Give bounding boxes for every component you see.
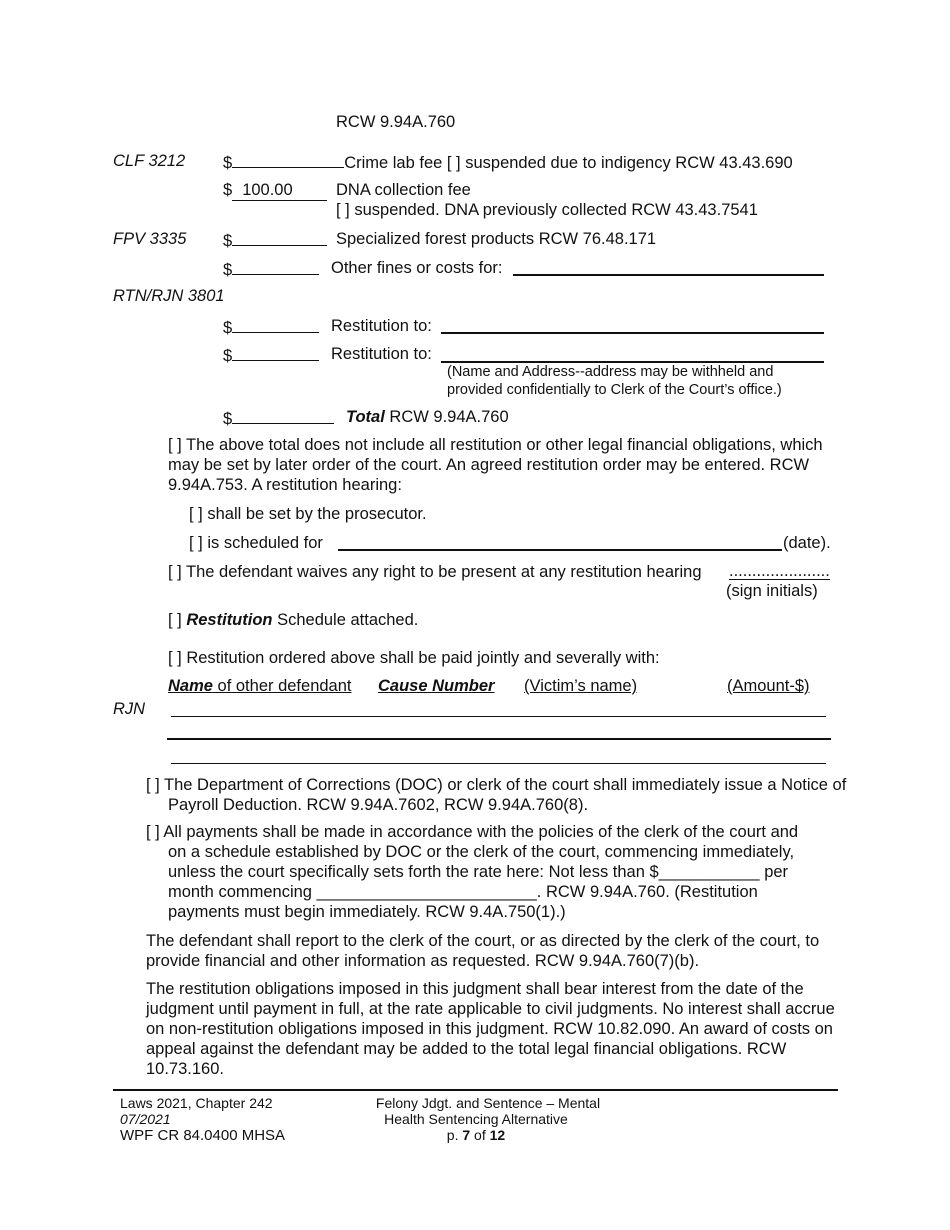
restitution2-label: Restitution to: [331,345,432,363]
schedule-attached-text: Schedule attached. [272,611,419,629]
date-label: (date). [783,534,831,552]
interest-paragraph: The restitution obligations imposed in this judgment shall bear interest from the date of the judgment until payment in full, at the rate applicable to civil judgments. No interest shall accrue on non-restitution obligations imposed in this judgment. RCW 10.82.090. An award of costs on appeal against the defendant may be added to the total legal financial obligations. RCW 10.73.160. [146,980,835,1078]
fpv-fee-label: Specialized forest products RCW 76.48.171 [336,230,657,248]
dna-amount-value: 100.00 [232,181,327,201]
other-fines-blank[interactable] [513,274,824,276]
column-cause-number: Cause Number [378,677,495,695]
clf-amount-field[interactable] [223,152,793,173]
name-bold: Name [168,677,213,695]
footer-laws: Laws 2021, Chapter 242 [120,1095,273,1111]
payments-line-2: on a schedule established by DOC or the clerk of the court, commencing immediately, [168,843,795,861]
footer-date: 07/2021 [120,1111,171,1127]
fee-code-clf: CLF 3212 [113,152,186,170]
column-victim-name: (Victim’s name) [524,677,638,695]
footer-title-1: Felony Jdgt. and Sentence – Mental [375,1095,601,1111]
report-paragraph: The defendant shall report to the clerk of the court, or as directed by the clerk of the court, to provide financial and other information as requested. RCW 9.94A.760(7)(b). [146,932,820,970]
dollar-sign: $ [223,181,233,199]
dollar-sign: $ [223,154,233,172]
total-rcw: RCW 9.94A.760 [384,408,509,426]
codefendant-line-2[interactable] [167,738,831,740]
payments-rate-line[interactable]: unless the court specifically sets forth the rate here: Not less than $___________ per [168,863,789,881]
initials-blank[interactable]: ...................... [729,562,830,580]
restitution-note-line2: provided confidentially to Clerk of the Court’s office.) [447,382,782,398]
codefendant-line-1[interactable] [171,716,826,717]
checkbox-bracket: [ ] [168,611,187,629]
other-amount-field[interactable] [223,259,319,280]
payments-line-5: payments must begin immediately. RCW 9.4A.750(1).) [168,903,566,921]
other-fines-label: Other fines or costs for: [331,259,503,277]
restitution2-blank[interactable] [441,361,824,363]
sign-initials-label: (sign initials) [726,582,818,600]
payments-commencing-line[interactable]: month commencing ________________________. RCW 9.94A.760. (Restitution [168,883,758,901]
rjn-code: RJN [113,700,146,718]
rcw-reference: RCW 9.94A.760 [336,113,456,131]
dollar-sign: $ [223,319,233,337]
total-note-paragraph: [ ] The above total does not include all restitution or other legal financial obligations, which may be set by later order of the court. An agreed restitution order may be entered. RCW 9.94A.753. A restitution hearing: [168,436,823,494]
dollar-sign: $ [223,232,233,250]
restitution1-blank[interactable] [441,332,824,334]
footer-form-number: WPF CR 84.0400 MHSA [120,1127,286,1144]
payments-checkbox[interactable]: [ ] All payments shall be made in accordance with the policies of the clerk of the court and [146,823,799,841]
dna-amount-field[interactable] [223,181,327,201]
footer-divider [113,1089,838,1091]
codefendant-line-3[interactable] [171,763,826,764]
fee-code-fpv: FPV 3335 [113,230,187,248]
total-amount-field[interactable] [223,408,334,429]
column-name [168,677,351,696]
hearing-set-checkbox[interactable]: [ ] shall be set by the prosecutor. [189,505,427,523]
dna-suspended-checkbox[interactable]: [ ] suspended. DNA previously collected RCW 43.43.7541 [336,201,758,219]
dollar-sign: $ [223,261,233,279]
restitution-note-line1: (Name and Address--address may be withheld and [447,364,774,380]
page-of: of [470,1127,490,1143]
dollar-sign: $ [223,410,233,428]
waive-checkbox[interactable]: [ ] The defendant waives any right to be present at any restitution hearing [168,563,702,581]
hearing-date-blank[interactable] [338,549,782,551]
page-total: 12 [489,1127,506,1143]
dna-fee-label: DNA collection fee [336,181,471,199]
page-current: 7 [462,1127,471,1143]
jointly-checkbox[interactable]: [ ] Restitution ordered above shall be paid jointly and severally with: [168,649,660,667]
restitution-bold: Restitution [186,611,273,629]
page-prefix: p. [446,1127,463,1143]
payroll-deduction-checkbox[interactable]: [ ] The Department of Corrections (DOC) or clerk of the court shall immediately issue a Notice of Payroll Deduction. RCW 9.94A.7602, RCW 9.94A.760(8). [146,776,847,814]
restitution1-label: Restitution to: [331,317,432,335]
footer-title-2: Health Sentencing Alternative [384,1111,568,1127]
name-rest: of other defendant [212,677,352,695]
clf-fee-label: Crime lab fee [ ] suspended due to indigency RCW 43.43.690 [344,154,793,172]
column-amount: (Amount-$) [727,677,810,695]
total-label [346,408,509,427]
fpv-amount-field[interactable] [223,230,327,251]
restitution-schedule-checkbox[interactable] [168,611,418,630]
dollar-sign: $ [223,347,233,365]
restitution1-amount-field[interactable] [223,317,319,338]
restitution2-amount-field[interactable] [223,345,319,366]
total-bold: Total [346,408,385,426]
hearing-scheduled-checkbox[interactable]: [ ] is scheduled for [189,534,323,552]
footer-page-number [351,1127,601,1144]
fee-code-rtn: RTN/RJN 3801 [113,287,225,305]
